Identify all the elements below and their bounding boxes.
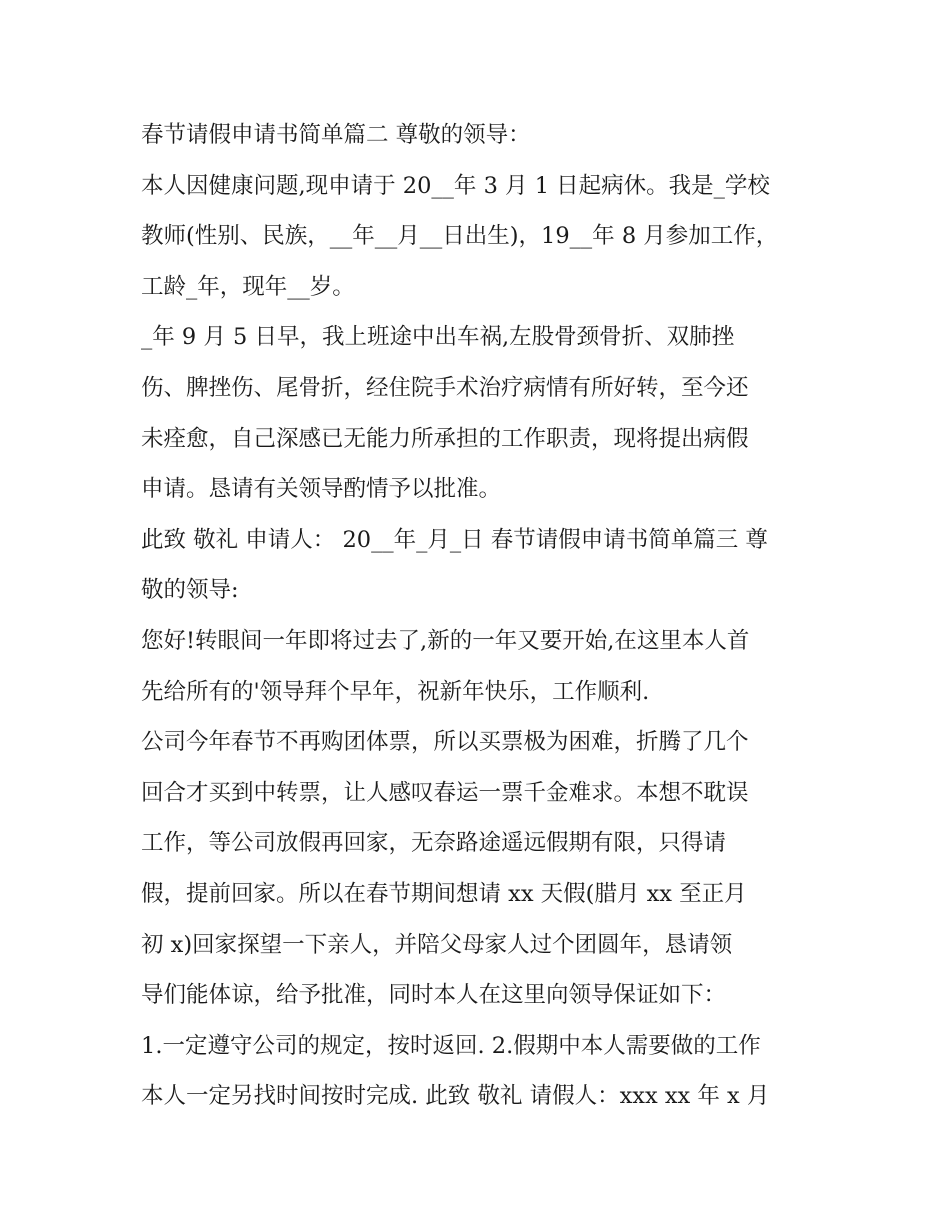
text-line: 您好!转眼间一年即将过去了,新的一年又要开始,在这里本人首 [141,627,750,654]
text-line: 敬的领导: [141,577,239,604]
text-line: 初 x)回家探望一下亲人，并陪父母家人过个团圆年，恳请领 [141,931,733,958]
text-line: 伤、脾挫伤、尾骨折，经住院手术治疗病情有所好转，至今还 [141,374,749,401]
text-line: 先给所有的'领导拜个早年，祝新年快乐，工作顺利. [141,678,650,705]
text-line: 本人一定另找时间按时完成. 此致 敬礼 请假人：xxx xx 年 x 月 [141,1083,770,1110]
text-line: 春节请假申请书简单篇二 尊敬的领导： [141,122,531,148]
text-line: 未痊愈，自己深感已无能力所承担的工作职责，现将提出病假 [141,425,749,452]
text-line: 1.一定遵守公司的规定，按时返回. 2.假期中本人需要做的工作 [141,1032,761,1059]
text-line: 导们能体谅，给予批准，同时本人在这里向领导保证如下： [141,982,727,1009]
document-body [141,110,821,1122]
text-line: 回合才买到中转票，让人感叹春运一票千金难求。本想不耽误 [141,779,749,806]
text-line: 工龄_年，现年__岁。 [141,273,355,300]
text-line: 本人因健康问题,现申请于 20__年 3 月 1 日起病休。我是_学校 [141,172,770,199]
text-line: 此致 敬礼 申请人： 20__年_月_日 春节请假申请书简单篇三 尊 [141,526,768,553]
text-line: 教师(性别、民族，__年__月__日出生)，19__年 8 月参加工作， [141,223,779,250]
text-line: _年 9 月 5 日早，我上班途中出车祸,左股骨颈骨折、双肺挫 [141,324,735,351]
text-line: 假，提前回家。所以在春节期间想请 xx 天假(腊月 xx 至正月 [141,880,747,907]
text-line: 工作，等公司放假再回家，无奈路途遥远假期有限，只得请 [141,830,727,857]
text-line: 公司今年春节不再购团体票，所以买票极为困难，折腾了几个 [141,729,749,756]
text-line: 申请。恳请有关领导酌情予以批准。 [141,476,502,503]
